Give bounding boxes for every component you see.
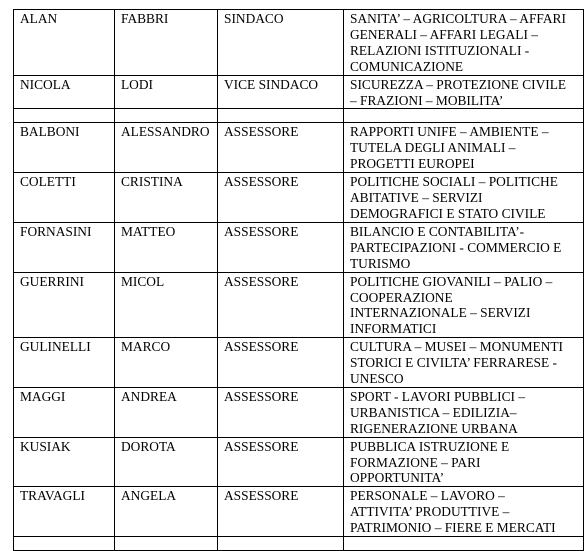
- portfolio-cell: PUBBLICA ISTRUZIONE E FORMAZIONE – PARI OPPORTUNITA’: [344, 437, 584, 487]
- role-cell: ASSESSORE: [218, 387, 344, 437]
- table-row-empty: [14, 537, 584, 551]
- last-name-cell: ANDREA: [115, 387, 218, 437]
- role-cell: ASSESSORE: [218, 123, 344, 173]
- last-name-cell: [115, 537, 218, 551]
- table-row: [14, 10, 584, 76]
- portfolio-cell: POLITICHE GIOVANILI – PALIO – COOPERAZIONE INTERNAZIONALE – SERVIZI INFORMATICI: [344, 272, 584, 338]
- first-name-cell: KUSIAK: [14, 437, 115, 487]
- portfolio-cell: POLITICHE SOCIALI – POLITICHE ABITATIVE – SERVIZI DEMOGRAFICI E STATO CIVILE: [344, 173, 584, 223]
- table-row: [14, 75, 584, 109]
- table-row-empty: [14, 109, 584, 123]
- first-name-cell: [14, 109, 115, 123]
- first-name-cell: TRAVAGLI: [14, 487, 115, 537]
- last-name-cell: ALESSANDRO: [115, 123, 218, 173]
- portfolio-cell: RAPPORTI UNIFE – AMBIENTE – TUTELA DEGLI ANIMALI – PROGETTI EUROPEI: [344, 123, 584, 173]
- last-name-cell: FABBRI: [115, 10, 218, 76]
- portfolio-cell: SANITA’ – AGRICOLTURA – AFFARI GENERALI – AFFARI LEGALI – RELAZIONI ISTITUZIONALI - COMUNICAZIONE: [344, 10, 584, 76]
- portfolio-cell: [344, 109, 584, 123]
- table-row: [14, 173, 584, 223]
- table-row: [14, 222, 584, 272]
- portfolio-cell: BILANCIO E CONTABILITA’- PARTECIPAZIONI - COMMERCIO E TURISMO: [344, 222, 584, 272]
- portfolio-cell: SPORT - LAVORI PUBBLICI – URBANISTICA – EDILIZIA– RIGENERAZIONE URBANA: [344, 387, 584, 437]
- first-name-cell: MAGGI: [14, 387, 115, 437]
- first-name-cell: ALAN: [14, 10, 115, 76]
- role-cell: ASSESSORE: [218, 437, 344, 487]
- table-row: [14, 487, 584, 537]
- role-cell: ASSESSORE: [218, 173, 344, 223]
- first-name-cell: NICOLA: [14, 75, 115, 109]
- table-row: [14, 437, 584, 487]
- last-name-cell: MICOL: [115, 272, 218, 338]
- role-cell: VICE SINDACO: [218, 75, 344, 109]
- first-name-cell: COLETTI: [14, 173, 115, 223]
- last-name-cell: CRISTINA: [115, 173, 218, 223]
- portfolio-cell: PERSONALE – LAVORO – ATTIVITA’ PRODUTTIVE – PATRIMONIO – FIERE E MERCATI: [344, 487, 584, 537]
- portfolio-cell: CULTURA – MUSEI – MONUMENTI STORICI E CIVILTA’ FERRARESE - UNESCO: [344, 338, 584, 388]
- table-row: [14, 338, 584, 388]
- table-row: [14, 387, 584, 437]
- table-row: [14, 123, 584, 173]
- last-name-cell: MARCO: [115, 338, 218, 388]
- first-name-cell: [14, 537, 115, 551]
- portfolio-cell: SICUREZZA – PROTEZIONE CIVILE – FRAZIONI – MOBILITA’: [344, 75, 584, 109]
- first-name-cell: GUERRINI: [14, 272, 115, 338]
- portfolio-cell: [344, 537, 584, 551]
- role-cell: SINDACO: [218, 10, 344, 76]
- council-table: [13, 9, 584, 551]
- first-name-cell: GULINELLI: [14, 338, 115, 388]
- last-name-cell: DOROTA: [115, 437, 218, 487]
- first-name-cell: FORNASINI: [14, 222, 115, 272]
- table-row: [14, 272, 584, 338]
- role-cell: [218, 109, 344, 123]
- role-cell: ASSESSORE: [218, 487, 344, 537]
- role-cell: [218, 537, 344, 551]
- role-cell: ASSESSORE: [218, 338, 344, 388]
- role-cell: ASSESSORE: [218, 272, 344, 338]
- last-name-cell: ANGELA: [115, 487, 218, 537]
- role-cell: ASSESSORE: [218, 222, 344, 272]
- last-name-cell: MATTEO: [115, 222, 218, 272]
- last-name-cell: [115, 109, 218, 123]
- last-name-cell: LODI: [115, 75, 218, 109]
- first-name-cell: BALBONI: [14, 123, 115, 173]
